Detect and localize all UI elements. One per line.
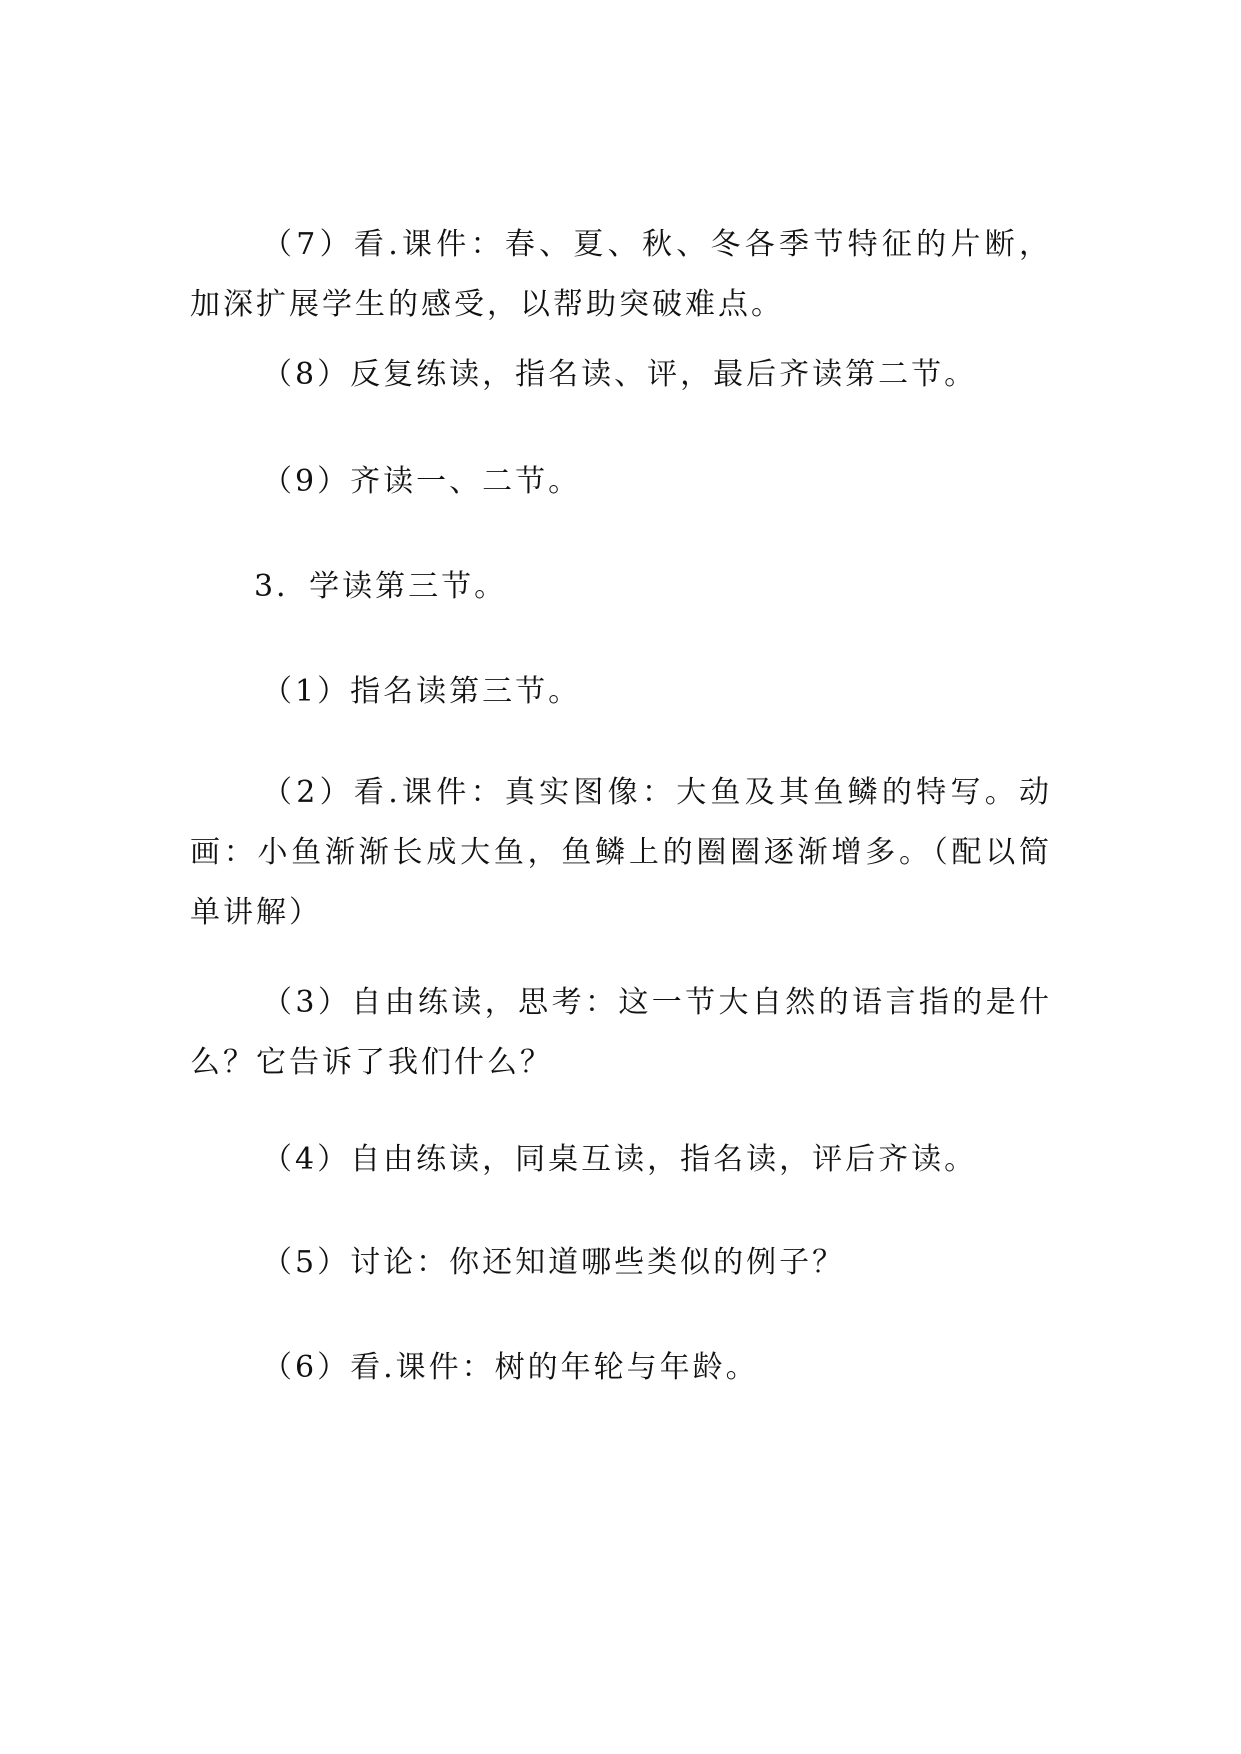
paragraph-step-2: （2）看.课件：真实图像：大鱼及其鱼鳞的特写。动画：小鱼渐渐长成大鱼，鱼鳞上的圈圈逐渐增多。（配以简单讲解） xyxy=(190,775,1052,930)
section-heading-3: 3．学读第三节。 xyxy=(254,569,508,604)
paragraph-step-1: （1）指名读第三节。 xyxy=(262,674,582,709)
paragraph-step-5: （5）讨论：你还知道哪些类似的例子？ xyxy=(262,1245,846,1280)
paragraph-step-7: （7）看.课件：春、夏、秋、冬各季节特征的片断，加深扩展学生的感受，以帮助突破难点。 xyxy=(190,227,1052,322)
paragraph-step-9: （9）齐读一、二节。 xyxy=(262,464,582,499)
paragraph-step-8: （8）反复练读，指名读、评，最后齐读第二节。 xyxy=(262,357,978,392)
paragraph-step-6: （6）看.课件：树的年轮与年龄。 xyxy=(262,1350,759,1385)
paragraph-step-3: （3）自由练读，思考：这一节大自然的语言指的是什么？它告诉了我们什么？ xyxy=(190,985,1052,1080)
paragraph-step-4: （4）自由练读，同桌互读，指名读，评后齐读。 xyxy=(262,1142,978,1177)
